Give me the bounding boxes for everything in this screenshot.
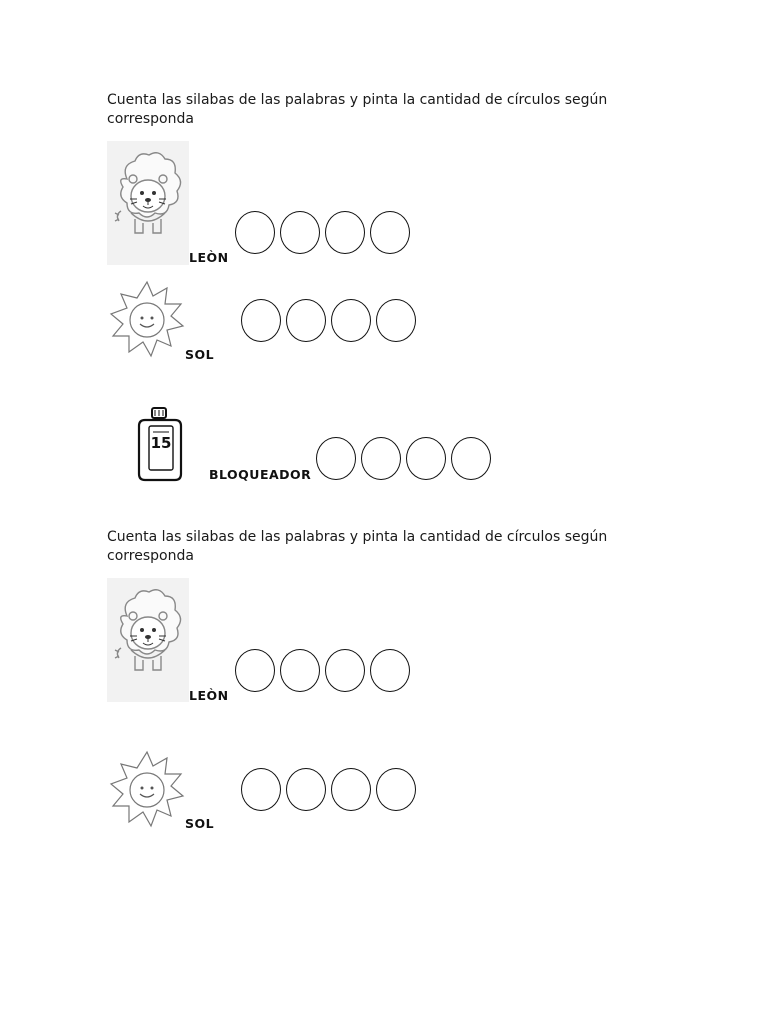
syllable-circle[interactable] xyxy=(286,768,326,811)
sun-icon xyxy=(109,750,185,830)
syllable-circle[interactable] xyxy=(361,437,401,480)
syllable-circles xyxy=(241,299,416,342)
syllable-circle[interactable] xyxy=(316,437,356,480)
syllable-circles xyxy=(316,437,491,480)
syllable-circle[interactable] xyxy=(241,299,281,342)
syllable-circle[interactable] xyxy=(286,299,326,342)
sun-icon xyxy=(109,280,185,360)
bottle-label: 15 xyxy=(150,434,172,452)
syllable-circles xyxy=(235,211,410,254)
syllable-circle[interactable] xyxy=(331,299,371,342)
syllable-circle[interactable] xyxy=(376,299,416,342)
syllable-circle[interactable] xyxy=(376,768,416,811)
syllable-circles xyxy=(241,768,416,811)
word-label: SOL xyxy=(185,816,215,831)
word-label: BLOQUEADOR xyxy=(209,467,312,482)
syllable-circle[interactable] xyxy=(280,649,320,692)
lion-icon xyxy=(107,578,189,702)
syllable-circle[interactable] xyxy=(241,768,281,811)
word-label: SOL xyxy=(185,347,215,362)
lion-icon xyxy=(107,141,189,265)
syllable-circle[interactable] xyxy=(451,437,491,480)
syllable-circle[interactable] xyxy=(280,211,320,254)
instruction-text-1: Cuenta las silabas de las palabras y pinta la cantidad de círculos según corresponda xyxy=(107,92,608,127)
syllable-circle[interactable] xyxy=(331,768,371,811)
sunscreen-bottle-icon xyxy=(137,406,183,482)
word-label: LEÒN xyxy=(189,250,229,265)
syllable-circle[interactable] xyxy=(235,649,275,692)
syllable-circles xyxy=(235,649,410,692)
syllable-circle[interactable] xyxy=(370,649,410,692)
syllable-circle[interactable] xyxy=(370,211,410,254)
instruction-text-2: Cuenta las silabas de las palabras y pinta la cantidad de círculos según corresponda xyxy=(107,529,608,564)
syllable-circle[interactable] xyxy=(235,211,275,254)
syllable-circle[interactable] xyxy=(325,649,365,692)
syllable-circle[interactable] xyxy=(325,211,365,254)
syllable-circle[interactable] xyxy=(406,437,446,480)
word-label: LEÒN xyxy=(189,688,229,703)
